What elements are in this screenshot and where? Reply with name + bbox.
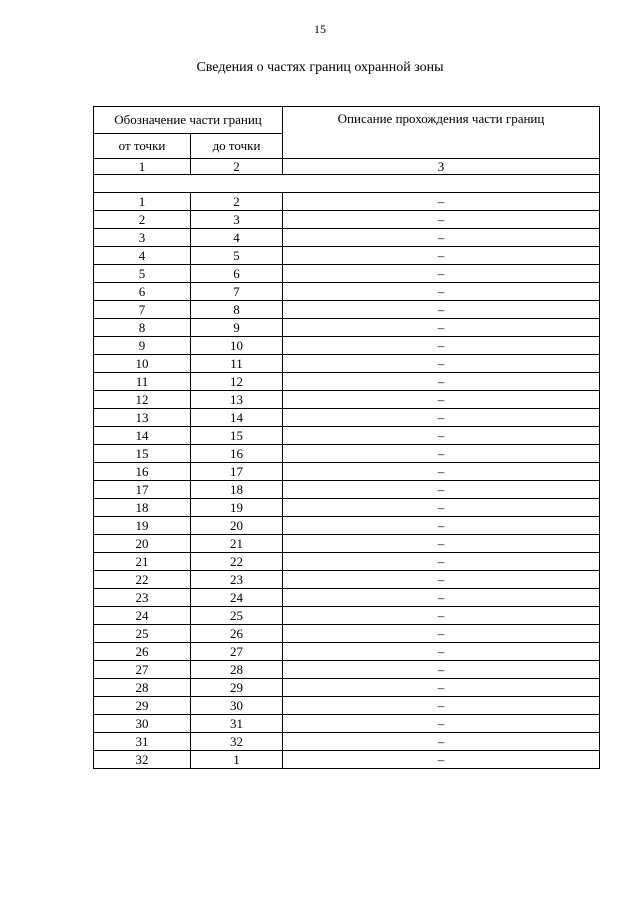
cell-to-point: 25 — [191, 607, 283, 625]
cell-from-point: 23 — [94, 589, 191, 607]
cell-from-point: 1 — [94, 193, 191, 211]
cell-from-point: 20 — [94, 535, 191, 553]
cell-to-point: 8 — [191, 301, 283, 319]
cell-from-point: 19 — [94, 517, 191, 535]
table-row — [94, 751, 600, 769]
table-row — [94, 679, 600, 697]
table-row — [94, 535, 600, 553]
cell-description: – — [283, 247, 600, 265]
cell-to-point: 21 — [191, 535, 283, 553]
spacer-cell — [94, 175, 600, 193]
cell-to-point: 10 — [191, 337, 283, 355]
cell-from-point: 29 — [94, 697, 191, 715]
cell-description: – — [283, 571, 600, 589]
cell-description: – — [283, 409, 600, 427]
cell-to-point: 31 — [191, 715, 283, 733]
cell-from-point: 17 — [94, 481, 191, 499]
header-to-point: до точки — [191, 134, 283, 159]
cell-description: – — [283, 445, 600, 463]
cell-description: – — [283, 661, 600, 679]
cell-to-point: 2 — [191, 193, 283, 211]
cell-to-point: 19 — [191, 499, 283, 517]
cell-description: – — [283, 715, 600, 733]
table-row — [94, 247, 600, 265]
cell-from-point: 10 — [94, 355, 191, 373]
cell-to-point: 20 — [191, 517, 283, 535]
cell-description: – — [283, 535, 600, 553]
cell-from-point: 11 — [94, 373, 191, 391]
table-row — [94, 211, 600, 229]
cell-from-point: 6 — [94, 283, 191, 301]
table-row — [94, 697, 600, 715]
header-row — [94, 107, 600, 134]
table-row — [94, 571, 600, 589]
cell-from-point: 9 — [94, 337, 191, 355]
cell-description: – — [283, 499, 600, 517]
table-row — [94, 355, 600, 373]
cell-description: – — [283, 391, 600, 409]
cell-from-point: 15 — [94, 445, 191, 463]
cell-description: – — [283, 607, 600, 625]
cell-to-point: 24 — [191, 589, 283, 607]
cell-from-point: 16 — [94, 463, 191, 481]
cell-to-point: 30 — [191, 697, 283, 715]
table-row — [94, 445, 600, 463]
cell-description: – — [283, 463, 600, 481]
table-body — [94, 107, 600, 769]
cell-to-point: 1 — [191, 751, 283, 769]
cell-to-point: 3 — [191, 211, 283, 229]
cell-to-point: 5 — [191, 247, 283, 265]
cell-from-point: 28 — [94, 679, 191, 697]
cell-to-point: 18 — [191, 481, 283, 499]
cell-from-point: 3 — [94, 229, 191, 247]
table-row — [94, 193, 600, 211]
boundary-parts-table — [93, 106, 600, 769]
cell-to-point: 11 — [191, 355, 283, 373]
document-title: Сведения о частях границ охранной зоны — [196, 60, 444, 75]
table-row — [94, 319, 600, 337]
table-row — [94, 643, 600, 661]
table-row — [94, 229, 600, 247]
cell-to-point: 4 — [191, 229, 283, 247]
cell-description: – — [283, 553, 600, 571]
cell-description: – — [283, 643, 600, 661]
table-row — [94, 499, 600, 517]
cell-from-point: 12 — [94, 391, 191, 409]
cell-to-point: 26 — [191, 625, 283, 643]
cell-description: – — [283, 229, 600, 247]
cell-from-point: 27 — [94, 661, 191, 679]
cell-description: – — [283, 427, 600, 445]
table-row — [94, 463, 600, 481]
column-number: 2 — [191, 159, 283, 175]
cell-from-point: 5 — [94, 265, 191, 283]
table-row — [94, 265, 600, 283]
cell-to-point: 27 — [191, 643, 283, 661]
table-row — [94, 481, 600, 499]
table-row — [94, 733, 600, 751]
cell-to-point: 6 — [191, 265, 283, 283]
cell-from-point: 8 — [94, 319, 191, 337]
cell-from-point: 2 — [94, 211, 191, 229]
cell-description: – — [283, 697, 600, 715]
cell-to-point: 29 — [191, 679, 283, 697]
table-row — [94, 373, 600, 391]
cell-from-point: 22 — [94, 571, 191, 589]
table-row — [94, 715, 600, 733]
cell-description: – — [283, 211, 600, 229]
cell-description: – — [283, 355, 600, 373]
cell-to-point: 9 — [191, 319, 283, 337]
cell-description: – — [283, 517, 600, 535]
cell-from-point: 21 — [94, 553, 191, 571]
table-row — [94, 391, 600, 409]
cell-description: – — [283, 679, 600, 697]
cell-from-point: 14 — [94, 427, 191, 445]
cell-from-point: 13 — [94, 409, 191, 427]
cell-description: – — [283, 337, 600, 355]
cell-description: – — [283, 589, 600, 607]
cell-to-point: 15 — [191, 427, 283, 445]
column-number-row — [94, 159, 600, 175]
cell-from-point: 24 — [94, 607, 191, 625]
cell-to-point: 16 — [191, 445, 283, 463]
cell-description: – — [283, 625, 600, 643]
cell-from-point: 32 — [94, 751, 191, 769]
cell-from-point: 31 — [94, 733, 191, 751]
cell-to-point: 12 — [191, 373, 283, 391]
table-row — [94, 409, 600, 427]
cell-description: – — [283, 319, 600, 337]
table-row — [94, 337, 600, 355]
table-row — [94, 607, 600, 625]
cell-from-point: 25 — [94, 625, 191, 643]
cell-to-point: 32 — [191, 733, 283, 751]
cell-from-point: 30 — [94, 715, 191, 733]
header-boundary-designation: Обозначение части границ — [94, 107, 283, 134]
table-row — [94, 589, 600, 607]
column-number: 3 — [283, 159, 600, 175]
cell-description: – — [283, 193, 600, 211]
cell-to-point: 23 — [191, 571, 283, 589]
cell-from-point: 4 — [94, 247, 191, 265]
column-number: 1 — [94, 159, 191, 175]
cell-to-point: 17 — [191, 463, 283, 481]
cell-description: – — [283, 373, 600, 391]
cell-to-point: 22 — [191, 553, 283, 571]
page-number: 15 — [314, 22, 326, 36]
table-row — [94, 661, 600, 679]
cell-description: – — [283, 481, 600, 499]
cell-description: – — [283, 733, 600, 751]
header-from-point: от точки — [94, 134, 191, 159]
table-row — [94, 625, 600, 643]
table-row — [94, 301, 600, 319]
cell-description: – — [283, 283, 600, 301]
cell-to-point: 13 — [191, 391, 283, 409]
cell-to-point: 28 — [191, 661, 283, 679]
cell-description: – — [283, 301, 600, 319]
header-boundary-description: Описание прохождения части границ — [283, 107, 600, 159]
cell-from-point: 18 — [94, 499, 191, 517]
cell-to-point: 7 — [191, 283, 283, 301]
cell-from-point: 7 — [94, 301, 191, 319]
table-row — [94, 517, 600, 535]
cell-description: – — [283, 265, 600, 283]
cell-to-point: 14 — [191, 409, 283, 427]
table-row — [94, 427, 600, 445]
cell-description: – — [283, 751, 600, 769]
cell-from-point: 26 — [94, 643, 191, 661]
table-row — [94, 283, 600, 301]
table-row — [94, 553, 600, 571]
spacer-row — [94, 175, 600, 193]
